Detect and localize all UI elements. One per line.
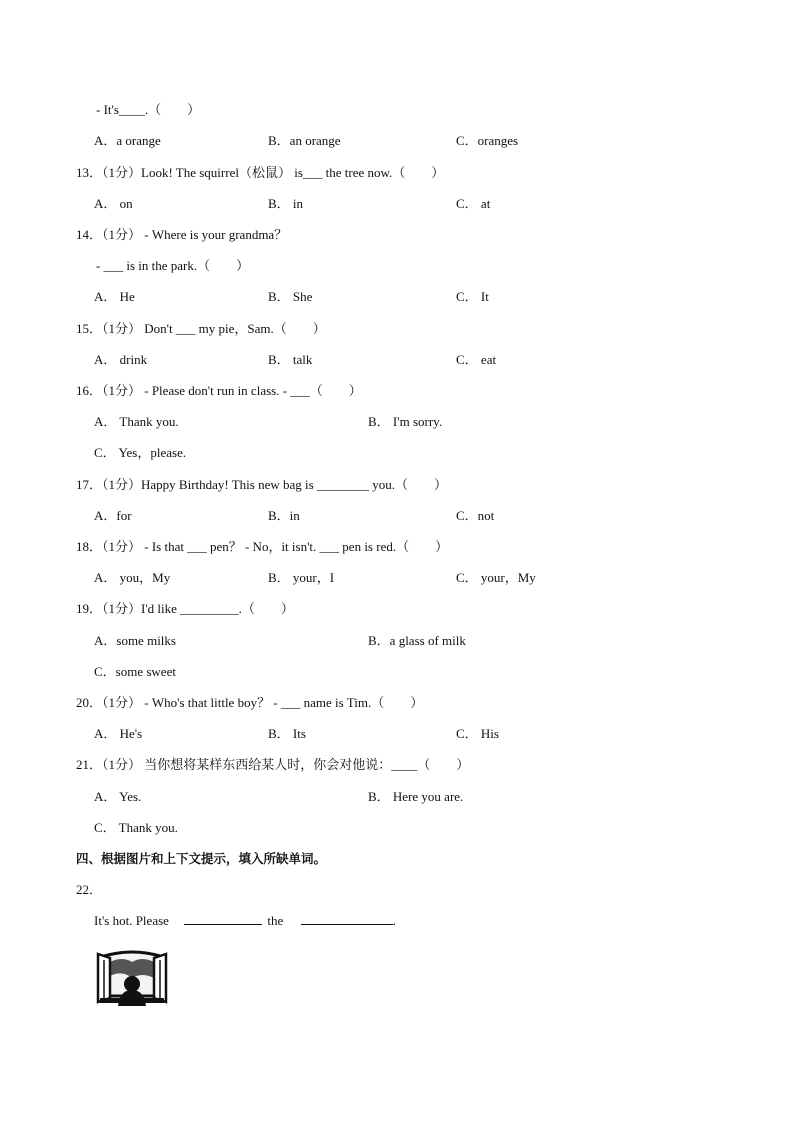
q14-option-c: C． It [456, 289, 489, 304]
q22-text-b: the [267, 913, 284, 928]
q14-stem-2: - ___ is in the park.（ ） [96, 258, 250, 273]
q21-option-b: B． Here you are. [368, 789, 464, 804]
section-4-title: 四、根据图片和上下文提示，填入所缺单词。 [76, 851, 327, 866]
q20-option-c: C． His [456, 726, 499, 741]
q14-option-a: A． He [94, 289, 135, 304]
q17-option-c: C．not [456, 508, 495, 523]
q16-option-c: C． Yes，please. [94, 445, 187, 460]
q22-sentence [94, 913, 396, 929]
q15-option-b: B． talk [268, 352, 313, 367]
q20-option-b: B． Its [268, 726, 306, 741]
q12-option-c: C．oranges [456, 133, 519, 148]
q12-stem: - It's____.（ ） [96, 102, 201, 117]
q20-option-a: A． He's [94, 726, 143, 741]
q18-option-c: C． your，My [456, 570, 536, 585]
q14-stem: 14．（1分） - Where is your grandma？ [76, 227, 288, 242]
q15-stem: 15．（1分） Don't ___ my pie，Sam.（ ） [76, 321, 326, 336]
q17-option-b: B．in [268, 508, 300, 523]
q22-text-c: . [392, 913, 396, 928]
q20-stem: 20．（1分） - Who's that little boy？ - ___ name is Tim.（ ） [76, 695, 424, 710]
q15-option-a: A． drink [94, 352, 148, 367]
q13-option-b: B． in [268, 196, 304, 211]
q16-option-a: A． Thank you. [94, 414, 179, 429]
q16-option-b: B． I'm sorry. [368, 414, 443, 429]
q19-option-c: C．some sweet [94, 664, 176, 679]
q12-option-a: A．a orange [94, 133, 161, 148]
q19-option-a: A．some milks [94, 633, 176, 648]
q19-option-b: B．a glass of milk [368, 633, 466, 648]
q14-option-b: B． She [268, 289, 313, 304]
window-open-icon [96, 948, 168, 1010]
q17-option-a: A．for [94, 508, 132, 523]
q21-stem: 21．（1分） 当你想将某样东西给某人时，你会对他说：____（ ） [76, 757, 470, 772]
q17-stem: 17．（1分）Happy Birthday! This new bag is ________ you.（ ） [76, 477, 447, 492]
q16-stem: 16．（1分） - Please don't run in class. - ___（ ） [76, 383, 362, 398]
q22-blank-2[interactable] [301, 913, 393, 925]
q18-stem: 18．（1分） - Is that ___ pen？ - No，it isn't. ___ pen is red.（ ） [76, 539, 449, 554]
q13-option-c: C． at [456, 196, 491, 211]
q18-option-b: B． your，I [268, 570, 335, 585]
q21-option-c: C． Thank you. [94, 820, 178, 835]
q13-stem: 13．（1分）Look! The squirrel（松鼠） is___ the tree now.（ ） [76, 165, 445, 180]
q18-option-a: A． you，My [94, 570, 171, 585]
q21-option-a: A． Yes. [94, 789, 142, 804]
q19-stem: 19．（1分）I'd like _________.（ ） [76, 601, 294, 616]
q22-blank-1[interactable] [184, 913, 262, 925]
q15-option-c: C． eat [456, 352, 497, 367]
q13-option-a: A． on [94, 196, 133, 211]
q22-text-a: It's hot. Please [94, 913, 169, 928]
q12-option-b: B．an orange [268, 133, 341, 148]
q22-number: 22． [76, 882, 103, 897]
